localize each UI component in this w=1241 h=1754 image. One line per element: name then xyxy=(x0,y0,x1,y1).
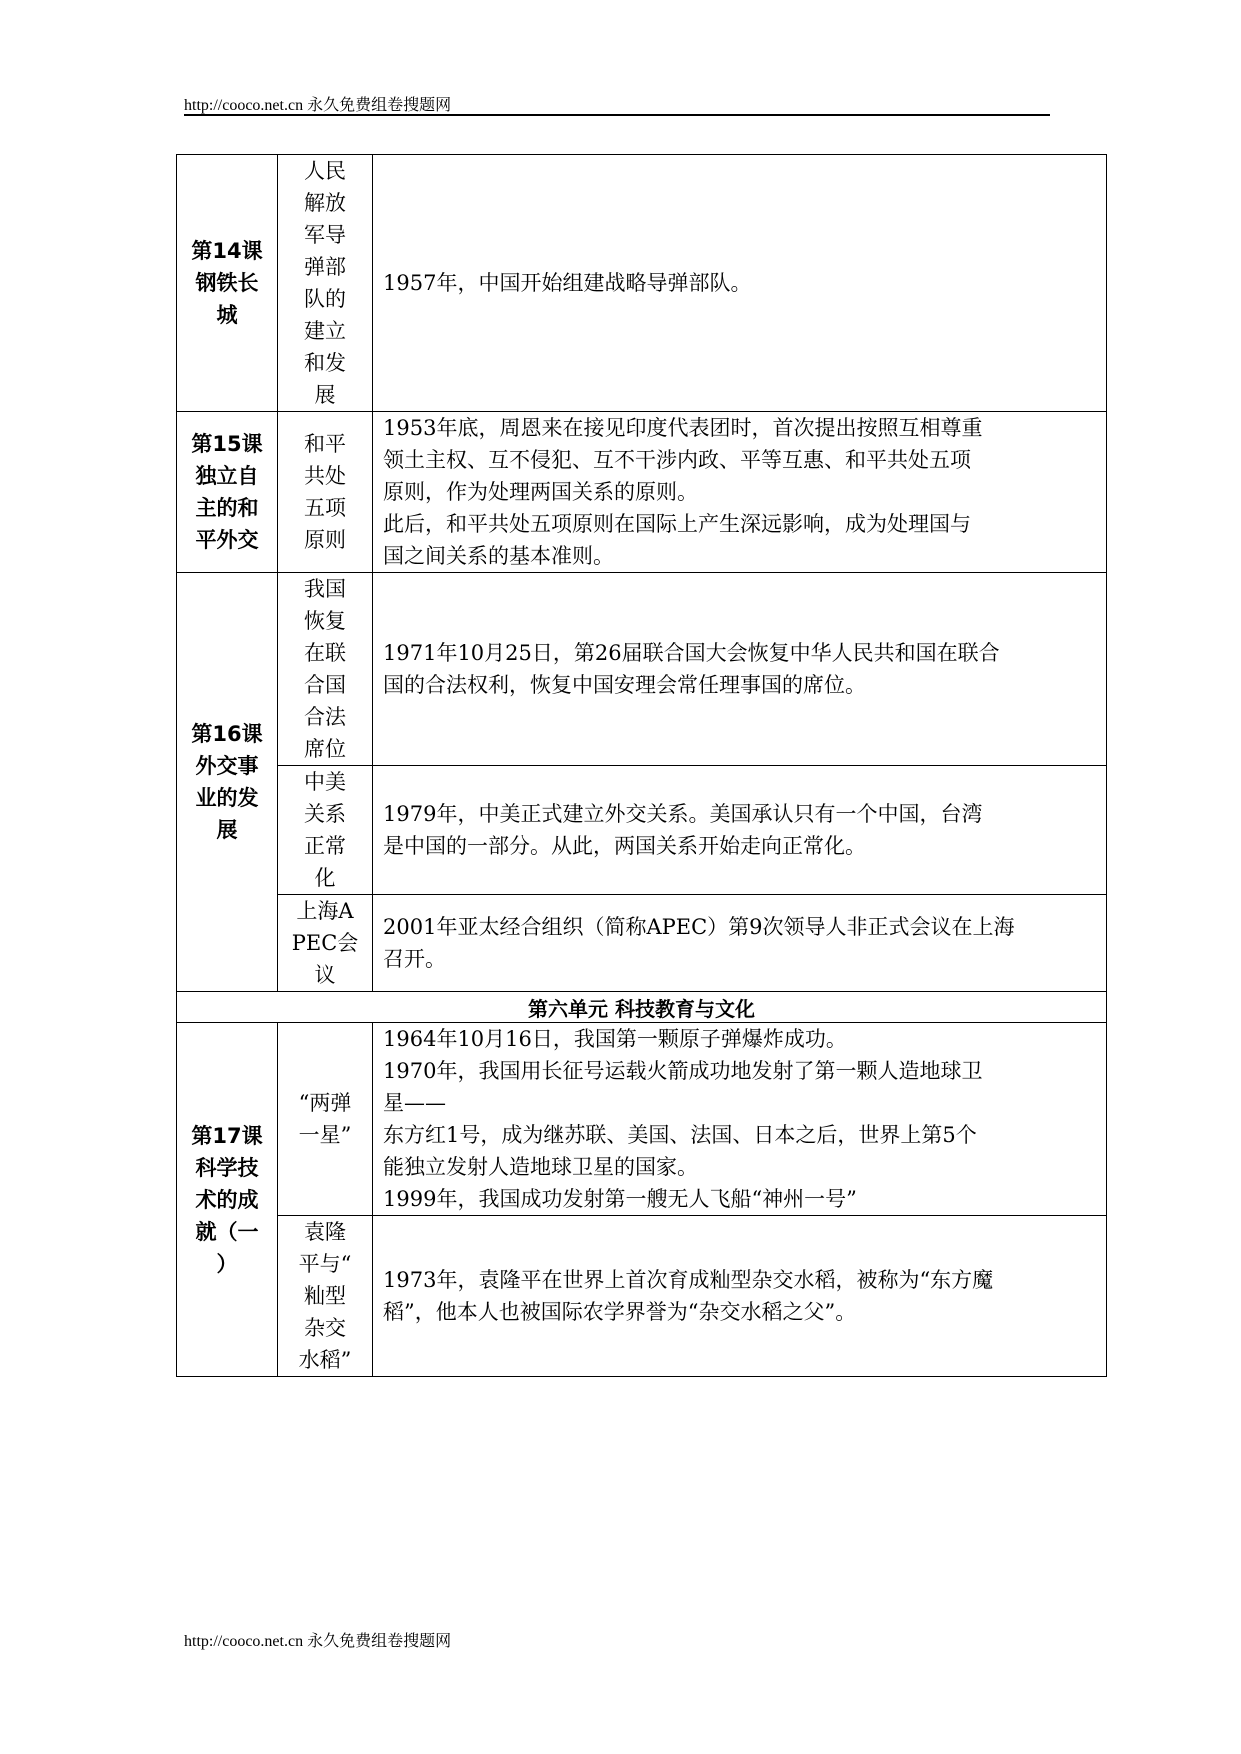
table-row xyxy=(177,1216,1107,1377)
topic-cell: 和平 共处 五项 原则 xyxy=(278,412,373,573)
topic-cell: 中美 关系 正常 化 xyxy=(278,766,373,895)
topic-cell: 上海A PEC会 议 xyxy=(278,895,373,992)
topic-cell: 人民 解放 军导 弹部 队的 建立 和发 展 xyxy=(278,155,373,412)
topic-cell: “两弹 一星” xyxy=(278,1023,373,1216)
content-cell: 1953年底，周恩来在接见印度代表团时，首次提出按照互相尊重 领土主权、互不侵犯、互不干涉内政、平等互惠、和平共处五项 原则，作为处理两国关系的原则。 此后，和平共处五项原则在国际上产生深远影响，成为处理国与 国之间关系的基本准则。 xyxy=(373,412,1107,573)
content-cell: 2001年亚太经合组织（简称APEC）第9次领导人非正式会议在上海 召开。 xyxy=(373,895,1107,992)
content-cell: 1964年10月16日，我国第一颗原子弹爆炸成功。 1970年，我国用长征号运载火箭成功地发射了第一颗人造地球卫 星—— 东方红1号，成为继苏联、美国、法国、日本之后，世界上第5个 能独立发射人造地球卫星的国家。 1999年，我国成功发射第一艘无人飞船“神州一号” xyxy=(373,1023,1107,1216)
table-row xyxy=(177,1023,1107,1216)
table-row xyxy=(177,573,1107,766)
table-row xyxy=(177,895,1107,992)
table-row xyxy=(177,766,1107,895)
page-footer: http://cooco.net.cn 永久免费组卷搜题网 xyxy=(184,1633,452,1650)
header-rule xyxy=(184,114,1050,116)
lesson-title: 第14课 钢铁长 城 xyxy=(177,155,278,412)
history-table xyxy=(176,154,1107,1377)
unit-heading: 第六单元 科技教育与文化 xyxy=(177,992,1107,1023)
lesson-title: 第17课 科学技 术的成 就（一 ） xyxy=(177,1023,278,1377)
content-cell: 1979年，中美正式建立外交关系。美国承认只有一个中国，台湾 是中国的一部分。从此，两国关系开始走向正常化。 xyxy=(373,766,1107,895)
lesson-title: 第15课 独立自 主的和 平外交 xyxy=(177,412,278,573)
unit-heading-row xyxy=(177,992,1107,1023)
content-cell: 1957年，中国开始组建战略导弹部队。 xyxy=(373,155,1107,412)
topic-cell: 袁隆 平与“ 籼型 杂交 水稻” xyxy=(278,1216,373,1377)
table-row xyxy=(177,155,1107,412)
topic-cell: 我国 恢复 在联 合国 合法 席位 xyxy=(278,573,373,766)
content-cell: 1973年，袁隆平在世界上首次育成籼型杂交水稻，被称为“东方魔 稻”，他本人也被国际农学界誉为“杂交水稻之父”。 xyxy=(373,1216,1107,1377)
table-row xyxy=(177,412,1107,573)
page-header: http://cooco.net.cn 永久免费组卷搜题网 xyxy=(184,97,452,114)
content-cell: 1971年10月25日，第26届联合国大会恢复中华人民共和国在联合 国的合法权利，恢复中国安理会常任理事国的席位。 xyxy=(373,573,1107,766)
lesson-title: 第16课 外交事 业的发 展 xyxy=(177,573,278,992)
